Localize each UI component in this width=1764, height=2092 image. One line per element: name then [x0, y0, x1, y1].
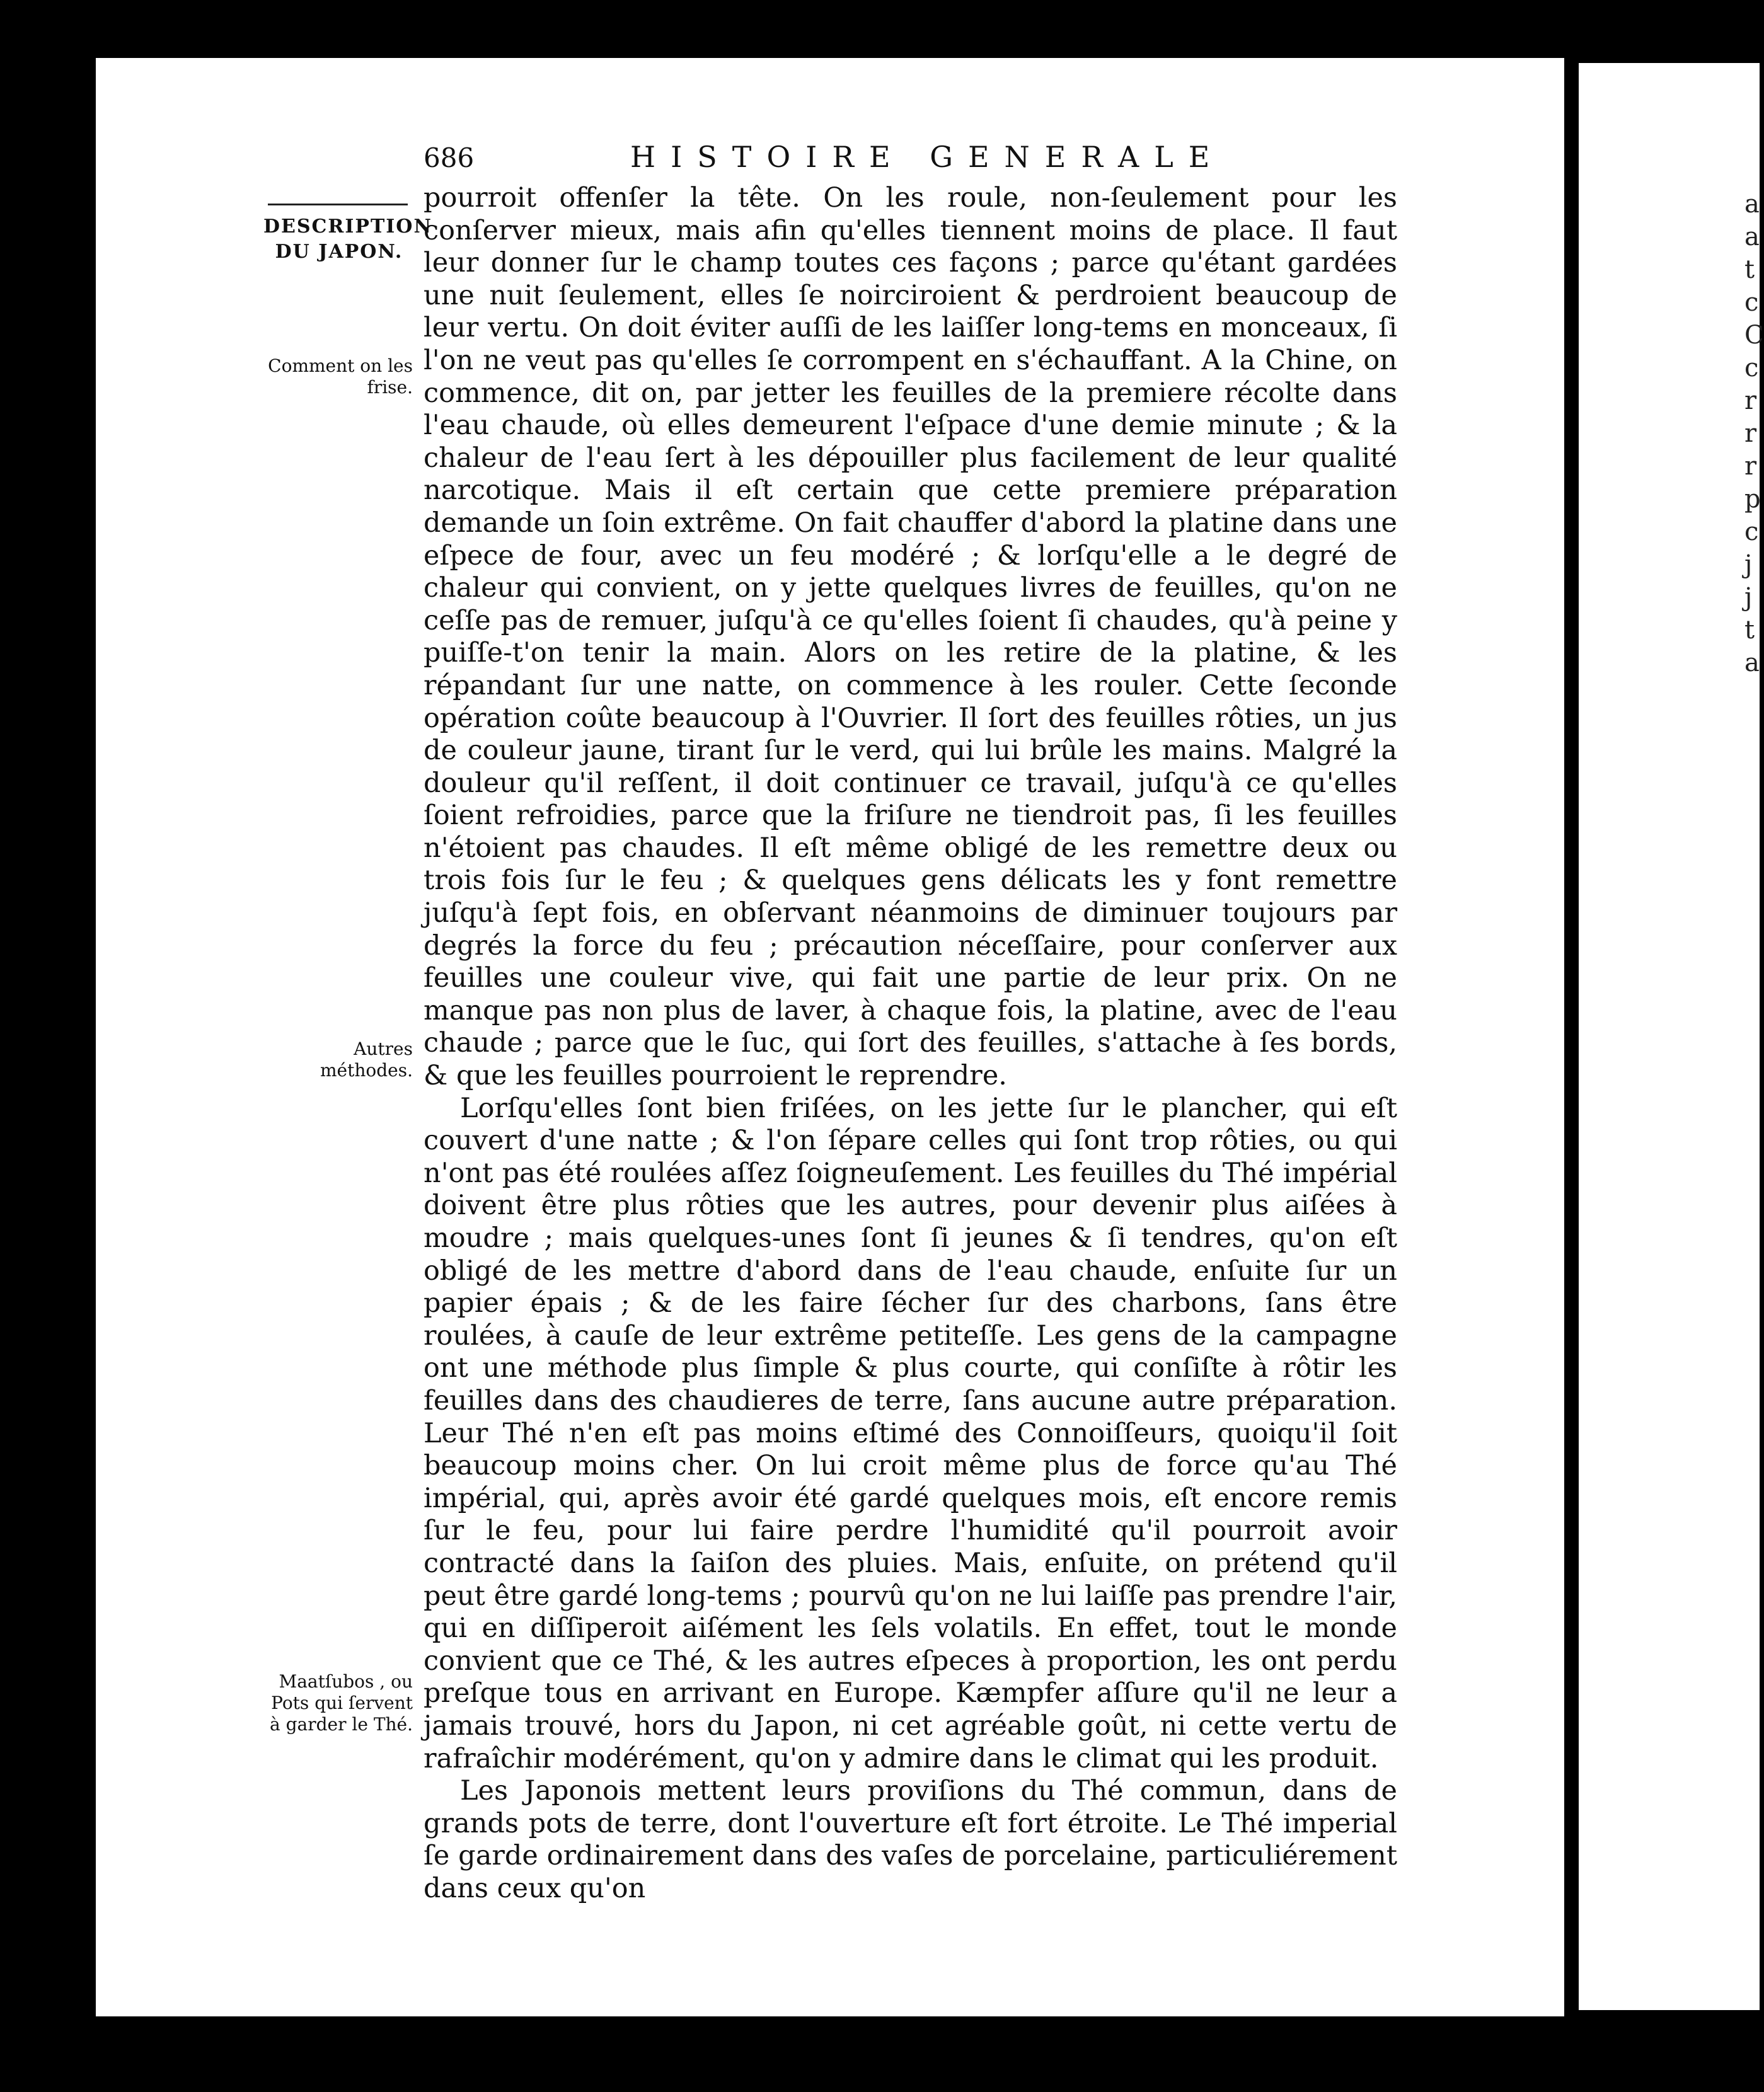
- paragraph: pourroit offenſer la tête. On les roule, non-ſeulement pour les conſerver mieux, mais afin qu'elles tiennent moins de place. Il faut leur donner ſur le champ toutes ces façons ; parce qu'étant gardées une nuit ſeulement, elles ſe noirciroient & perdroient beaucoup de leur vertu. On doit éviter auſſi de les laiſſer long-tems en monceaux, ſi l'on ne veut pas qu'elles ſe corrompent en s'échauffant. A la Chine, on commence, dit on, par jetter les feuilles de la premiere récolte dans l'eau chaude, où elles demeurent l'eſpace d'une demie minute ; & la chaleur de l'eau ſert à les dépouiller plus facilement de leur qualité narcotique. Mais il eſt certain que cette premiere préparation demande un ſoin extrême. On fait chauffer d'abord la platine dans une eſpece de four, avec un feu modéré ; & lorſqu'elle a le degré de chaleur qui convient, on y jette quelques livres de feuilles, qu'on ne ceſſe pas de remuer, juſqu'à ce qu'elles ſoient ſi chaudes, qu'à peine y puiſſe-t'on tenir la main. Alors on les retire de la platine, & les répandant ſur une natte, on commence à les rouler. Cette ſeconde opération coûte beaucoup à l'Ouvrier. Il ſort des feuilles rôties, un jus de couleur jaune, tirant ſur le verd, qui lui brûle les mains. Malgré la douleur qu'il reſſent, il doit continuer ce travail, juſqu'à ce qu'elles ſoient refroidies, parce que la friſure ne tiendroit pas, ſi les feuilles n'étoient pas chaudes. Il eſt même obligé de les remettre deux ou trois fois ſur le feu ; & quelques gens délicats les y font remettre juſqu'à ſept fois, en obſervant néanmoins de diminuer toujours par degrés la force du feu ; précaution néceſſaire, pour conſerver aux feuilles une couleur vive, qui fait une partie de leur prix. On ne manque pas non plus de laver, à chaque fois, la platine, avec de l'eau chaude ; parce que le ſuc, qui ſort des feuilles, s'attache à ſes bords, & que les feuilles pourroient le reprendre.: [424, 182, 1397, 1092]
- margin-note-maatsubos: Maatſubos , ou Pots qui ſervent à garder le Thé.: [270, 1671, 413, 1735]
- paragraph: Les Japonois mettent leurs proviſions du Thé commun, dans de grands pots de terre, dont l'ouverture eſt fort étroite. Le Thé imperial ſe garde ordinairement dans des vaſes de porcelaine, particuliérement dans ceux qu'on: [424, 1775, 1397, 1904]
- edge-letter: c: [1744, 288, 1759, 317]
- edge-letter: p: [1744, 485, 1761, 514]
- edge-letter: t: [1744, 255, 1755, 284]
- edge-letter: a: [1744, 222, 1760, 251]
- edge-letter: t: [1744, 616, 1755, 645]
- facing-page-edge: [1579, 63, 1764, 2010]
- edge-letter: c: [1744, 353, 1759, 382]
- margin-rule: [268, 204, 408, 205]
- edge-letter: r: [1744, 386, 1757, 415]
- page-number: 686: [424, 142, 475, 173]
- body-text: [424, 182, 1397, 1905]
- edge-letter: C: [1744, 321, 1764, 350]
- edge-letter: r: [1744, 419, 1757, 448]
- section-heading: DESCRIPTION DU JAPON.: [263, 216, 432, 263]
- edge-letter: a: [1744, 648, 1760, 677]
- margin-note-methodes: Autres méthodes.: [320, 1038, 413, 1081]
- edge-letter: j: [1744, 583, 1753, 612]
- facing-page-letters: [1744, 188, 1764, 679]
- edge-letter: a: [1744, 190, 1760, 219]
- running-title: HISTOIRE GENERALE: [630, 140, 1225, 174]
- edge-letter: r: [1744, 452, 1757, 481]
- paragraph: Lorſqu'elles ſont bien friſées, on les jette ſur le plancher, qui eſt couvert d'une natte ; & l'on ſépare celles qui ſont trop rôties, ou qui n'ont pas été roulées aſſez ſoigneuſement. Les feuilles du Thé impérial doivent être plus rôties que les autres, pour devenir plus aiſées à moudre ; mais quelques-unes ſont ſi jeunes & ſi tendres, qu'on eſt obligé de les mettre d'abord dans de l'eau chaude, enſuite ſur un papier épais ; & de les faire ſécher ſur des charbons, ſans être roulées, à cauſe de leur extrême petiteſſe. Les gens de la campagne ont une méthode plus ſimple & plus courte, qui conſiſte à rôtir les feuilles dans des chaudieres de terre, ſans aucune autre préparation. Leur Thé n'en eſt pas moins eſtimé des Connoiſſeurs, quoiqu'il ſoit beaucoup moins cher. On lui croit même plus de force qu'au Thé impérial, qui, après avoir été gardé quelques mois, eſt encore remis ſur le feu, pour lui faire perdre l'humidité qu'il pourroit avoir contracté dans la ſaiſon des pluies. Mais, enſuite, on prétend qu'il peut être gardé long-tems ; pourvû qu'on ne lui laiſſe pas prendre l'air, qui en diſſiperoit aiſément les ſels volatils. En effet, tout le monde convient que ce Thé, & les autres eſpeces à proportion, les ont perdu preſque tous en arrivant en Europe. Kæmpfer aſſure qu'il ne leur a jamais trouvé, hors du Japon, ni cet agréable goût, ni cette vertu de rafraîchir modérément, qu'on y admire dans le climat qui les produit.: [424, 1092, 1397, 1774]
- edge-letter: j: [1744, 550, 1753, 579]
- margin-note-frise: Comment on les frise.: [268, 355, 413, 398]
- edge-letter: c: [1744, 517, 1759, 546]
